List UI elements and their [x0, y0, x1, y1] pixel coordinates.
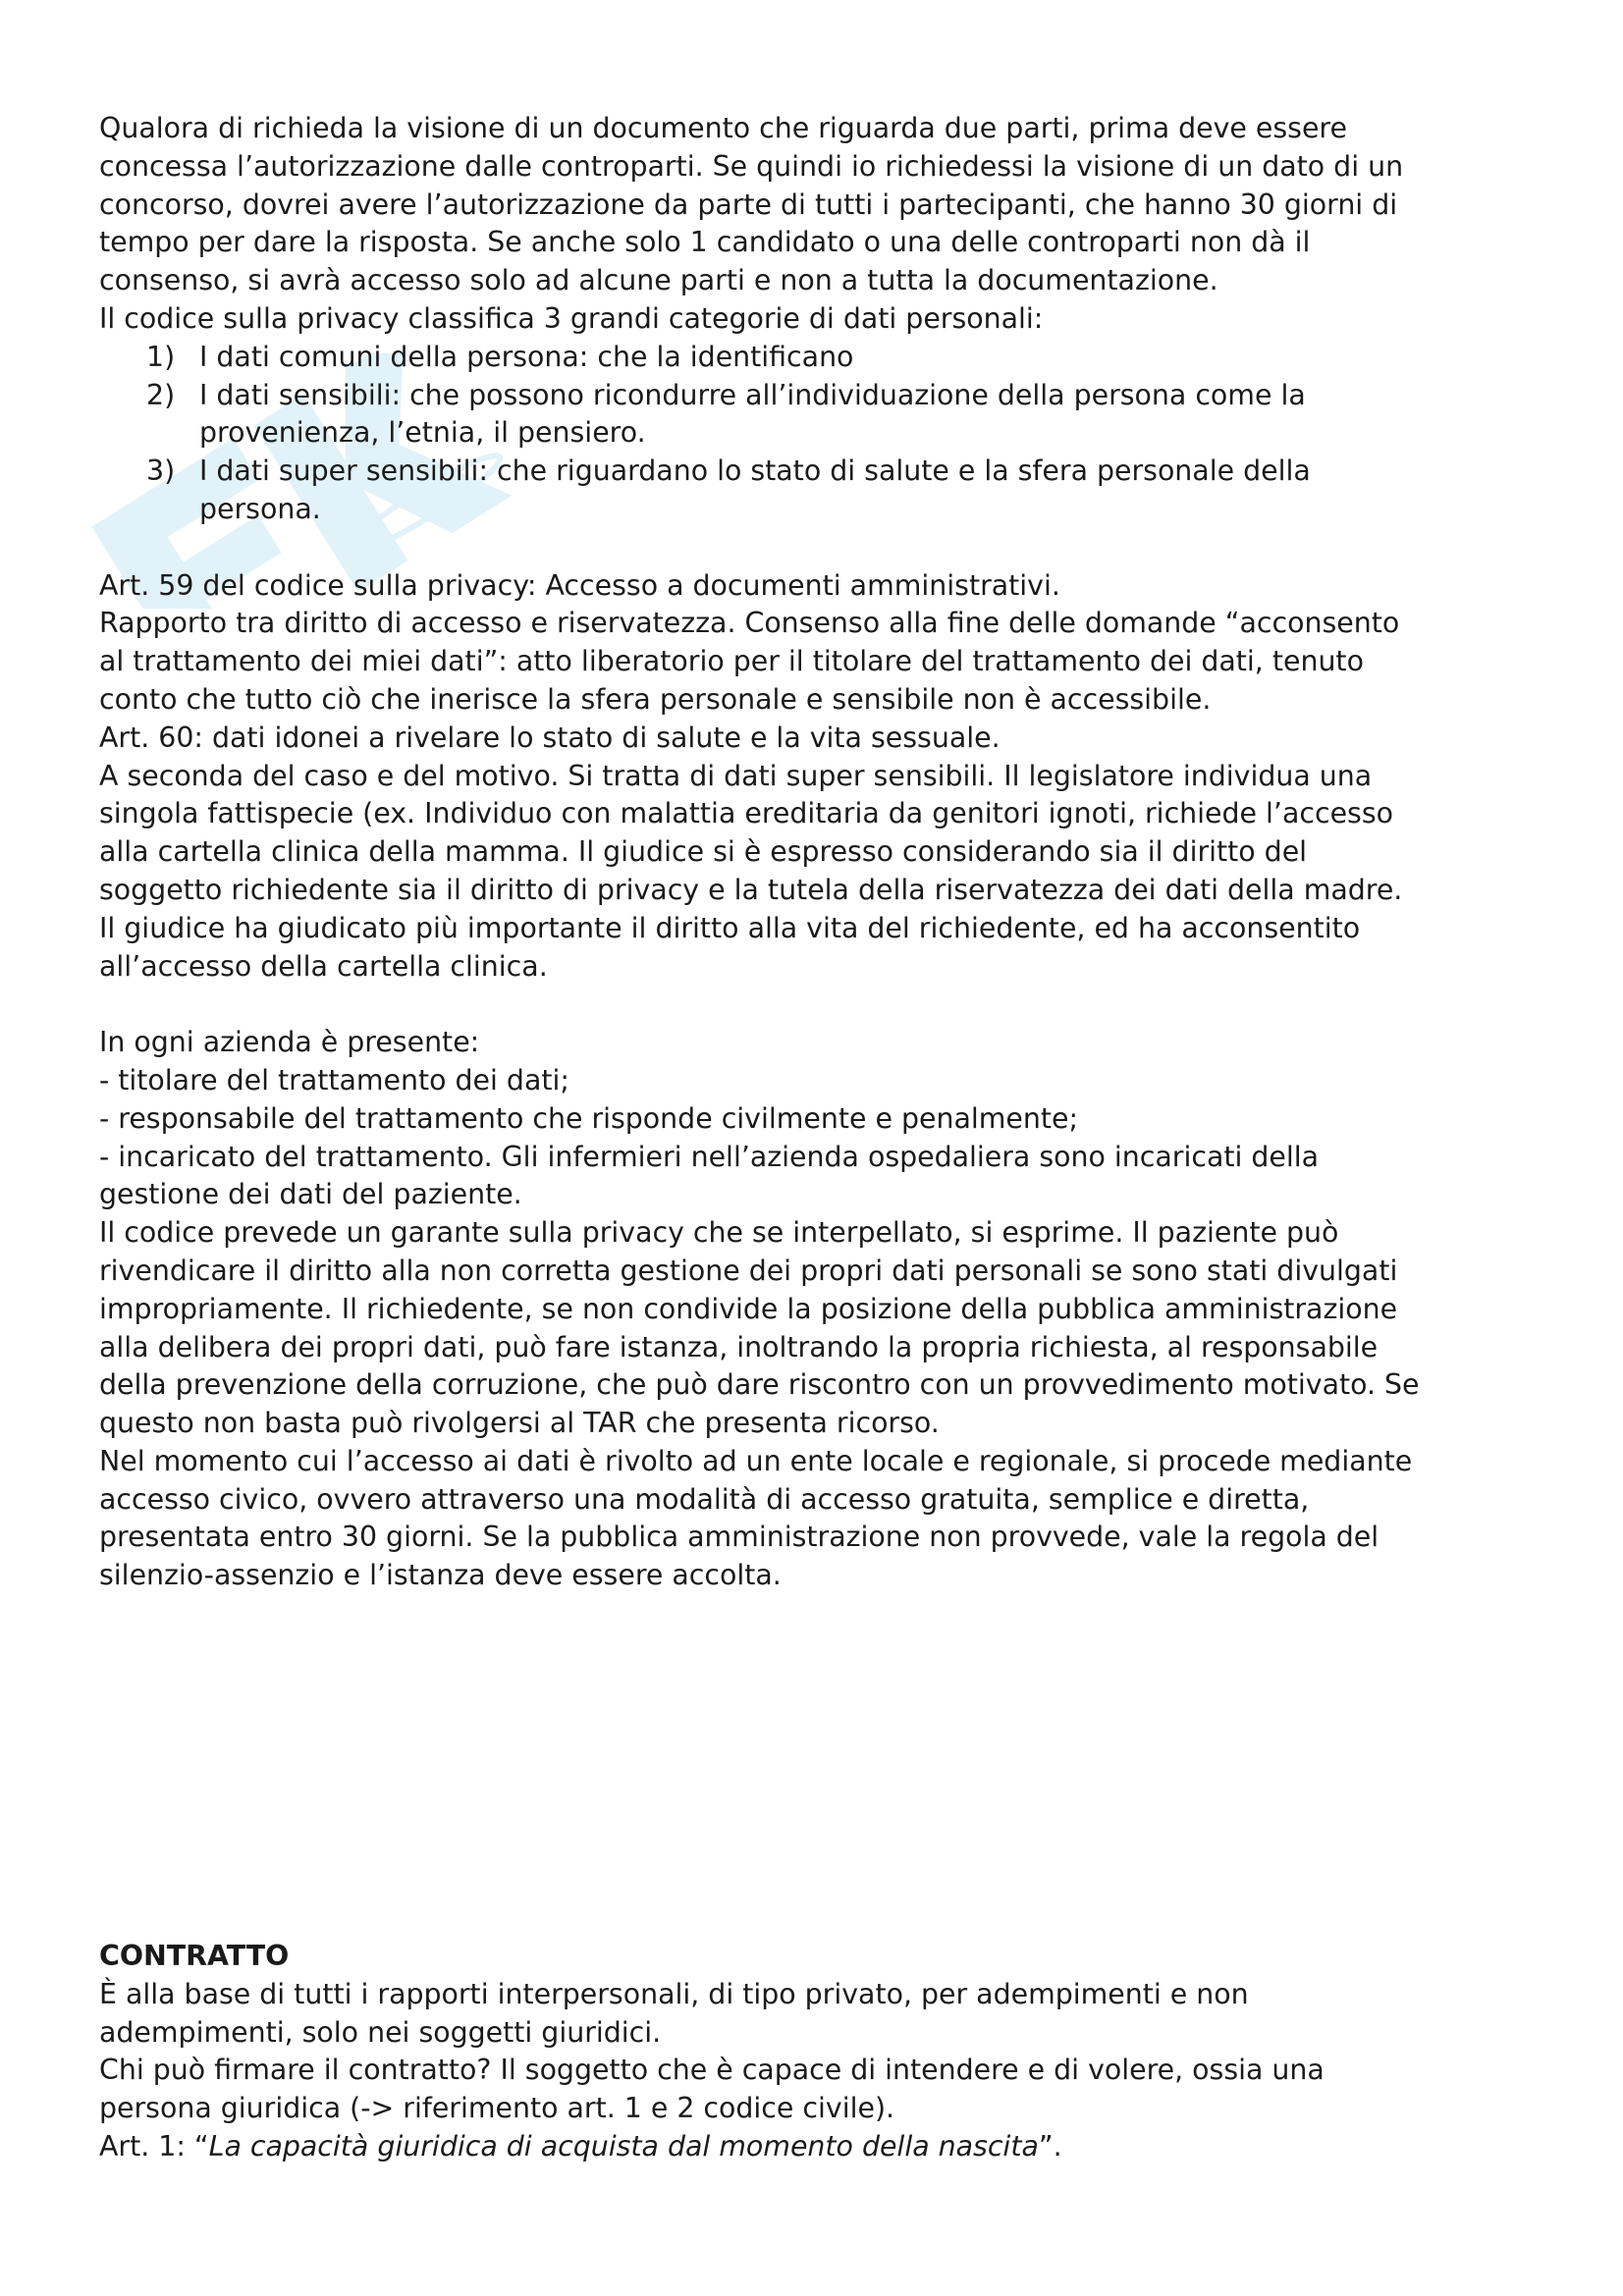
art-1-quote-line	[99, 2128, 1542, 2166]
art-1-quote: La capacità giuridica di acquista dal momento della nascita	[208, 2130, 1039, 2163]
section-azienda	[99, 1024, 1542, 1595]
paragraph-line: Qualora di richieda la visione di un documento che riguarda due parti, prima deve essere	[99, 112, 1347, 144]
paragraph-line: al trattamento dei miei dati”: atto liberatorio per il titolare del trattamento dei dati, tenuto	[99, 645, 1364, 678]
paragraph-line: Il codice sulla privacy classifica 3 grandi categorie di dati personali:	[99, 301, 1044, 335]
paragraph-line: questo non basta può rivolgersi al TAR che presenta ricorso.	[99, 1407, 940, 1440]
document-page	[99, 110, 1542, 2166]
categories-list	[99, 339, 1542, 529]
spacer	[99, 986, 1542, 1024]
paragraph-line: concorso, dovrei avere l’autorizzazione da parte di tutti i partecipanti, che hanno 30 giorni di	[99, 187, 1398, 221]
paragraph-line: - responsabile del trattamento che risponde civilmente e penalmente;	[99, 1101, 1079, 1135]
paragraph-line: Il codice prevede un garante sulla privacy che se interpellato, si esprime. Il paziente può	[99, 1216, 1339, 1250]
paragraph-line: singola fattispecie (ex. Individuo con malattia ereditaria da genitori ignoti, richiede l’accesso	[99, 797, 1393, 830]
art-1-suffix: ”.	[1038, 2130, 1062, 2163]
paragraph-line: concessa l’autorizzazione dalle controparti. Se quindi io richiedessi la visione di un dato di un	[99, 149, 1404, 183]
art-1-prefix: Art. 1: “	[99, 2130, 209, 2163]
paragraph-line: - incaricato del trattamento. Gli infermieri nell’azienda ospedaliera sono incaricati della	[99, 1140, 1320, 1173]
paragraph-line: Chi può firmare il contratto? Il soggetto che è capace di intendere e di volere, ossia una	[99, 2054, 1325, 2087]
paragraph-line: In ogni azienda è presente:	[99, 1026, 480, 1059]
paragraph-line: gestione dei dati del paziente.	[99, 1178, 522, 1211]
paragraph-line: impropriamente. Il richiedente, se non condivide la posizione della pubblica amministrazione	[99, 1292, 1398, 1325]
paragraph-line: accesso civico, ovvero attraverso una modalità di accesso gratuita, semplice e diretta,	[99, 1482, 1310, 1516]
paragraph-line: conto che tutto ciò che inerisce la sfera personale e sensibile non è accessibile.	[99, 682, 1212, 716]
paragraph-line: consenso, si avrà accesso solo ad alcune parti e non a tutta la documentazione.	[99, 264, 1218, 297]
list-item	[99, 453, 1542, 491]
paragraph-line: alla delibera dei propri dati, può fare istanza, inoltrando la propria richiesta, al responsabile	[99, 1330, 1379, 1363]
paragraph-line: adempimenti, solo nei soggetti giuridici.	[99, 2015, 662, 2049]
spacer	[99, 1595, 1542, 1938]
list-text: provenienza, l’etnia, il pensiero.	[199, 416, 646, 450]
paragraph-line: - titolare del trattamento dei dati;	[99, 1063, 569, 1096]
paragraph-line: alla cartella clinica della mamma. Il giudice si è espresso considerando sia il diritto del	[99, 835, 1308, 869]
paragraph-line: tempo per dare la risposta. Se anche solo 1 candidato o una delle controparti non dà il	[99, 226, 1311, 259]
list-number: 3)	[146, 454, 176, 488]
list-number: 1)	[146, 340, 176, 373]
section-contratto	[99, 1938, 1542, 2166]
list-text: I dati comuni della persona: che la identificano	[199, 340, 854, 373]
paragraph-line: della prevenzione della corruzione, che può dare riscontro con un provvedimento motivato. Se	[99, 1368, 1420, 1402]
paragraph-line: È alla base di tutti i rapporti interpersonali, di tipo privato, per adempimenti e non	[99, 1977, 1249, 2010]
section-heading: CONTRATTO	[99, 1940, 290, 1973]
list-item	[99, 339, 1542, 377]
paragraph-line: presentata entro 30 giorni. Se la pubblica amministrazione non provvede, vale la regola del	[99, 1521, 1380, 1554]
list-text: I dati sensibili: che possono ricondurre all’individuazione della persona come la	[199, 378, 1306, 411]
paragraph-line: soggetto richiedente sia il diritto di privacy e la tutela della riservatezza dei dati della madre.	[99, 873, 1403, 906]
paragraph-line: Il giudice ha giudicato più importante il diritto alla vita del richiedente, ed ha acconsentito	[99, 911, 1361, 944]
section-accesso-documenti	[99, 110, 1542, 529]
list-item	[99, 377, 1542, 415]
paragraph-line: Art. 59 del codice sulla privacy: Accesso a documenti amministrativi.	[99, 568, 1060, 602]
section-art-59-60	[99, 567, 1542, 987]
list-text: persona.	[199, 492, 321, 525]
paragraph-line: Rapporto tra diritto di accesso e riservatezza. Consenso alla fine delle domande “acconsento	[99, 607, 1400, 640]
list-number: 2)	[146, 378, 176, 411]
paragraph-line: rivendicare il diritto alla non corretta gestione dei propri dati personali se sono stati divulgati	[99, 1254, 1398, 1287]
paragraph-line: persona giuridica (-> riferimento art. 1 e 2 codice civile).	[99, 2092, 895, 2125]
list-text: I dati super sensibili: che riguardano lo stato di salute e la sfera personale della	[199, 454, 1311, 488]
paragraph-line: Art. 60: dati idonei a rivelare lo stato di salute e la vita sessuale.	[99, 721, 1001, 754]
list-item-continuation	[99, 491, 1542, 529]
paragraph-line: Nel momento cui l’accesso ai dati è rivolto ad un ente locale e regionale, si procede mediante	[99, 1444, 1413, 1477]
paragraph-line: silenzio-assenzio e l’istanza deve essere accolta.	[99, 1559, 782, 1592]
list-item-continuation	[99, 414, 1542, 453]
paragraph-line: A seconda del caso e del motivo. Si tratta di dati super sensibili. Il legislatore individua una	[99, 759, 1373, 792]
paragraph-line: all’accesso della cartella clinica.	[99, 949, 548, 983]
spacer	[99, 529, 1542, 567]
